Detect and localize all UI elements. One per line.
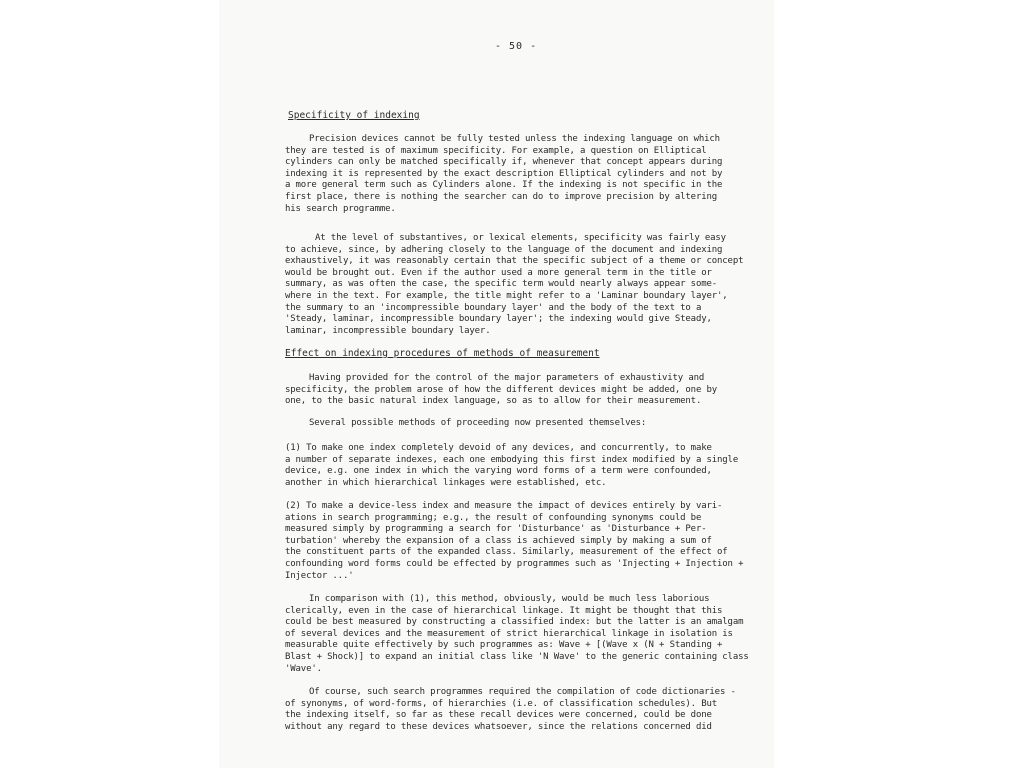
- text-line: ations in search programming; e.g., the result of confounding synonyms could be: [285, 512, 702, 523]
- text-line: first place, there is nothing the searcher can do to improve precision by altering: [285, 191, 718, 202]
- text-line: Of course, such search programmes required the compilation of code dictionaries -: [309, 687, 736, 697]
- text-line: measured simply by programming a search for 'Disturbance' as 'Disturbance + Per-: [285, 524, 707, 535]
- text-line: At the level of substantives, or lexical elements, specificity was fairly easy: [315, 233, 726, 243]
- paragraph-7: [285, 594, 749, 675]
- text-line: to achieve, since, by adhering closely to the language of the document and indexing: [285, 244, 723, 255]
- section-heading-effect: Effect on indexing procedures of methods of measurement: [285, 348, 600, 359]
- text-line: of several devices and the measurement of strict hierarchical linkage in isolation is: [285, 628, 733, 639]
- text-line: Blast + Shock)] to expand an initial class like 'N Wave' to the generic containing class: [285, 651, 749, 662]
- text-line: a number of separate indexes, each one embodying this first index modified by a single: [285, 454, 739, 465]
- text-line: 'Wave'.: [285, 663, 322, 674]
- text-line: Injector ...': [285, 570, 354, 581]
- text-line: a more general term such as Cylinders alone. If the indexing is not specific in the: [285, 180, 723, 191]
- text-line: of synonyms, of word-forms, of hierarchies (i.e. of classification schedules). But: [285, 698, 718, 709]
- text-line: summary, as was often the case, the specific term would nearly always appear some-: [285, 279, 718, 290]
- page-number: - 50 -: [495, 41, 538, 52]
- text-line: the summary to an 'incompressible boundary layer' and the body of the text to a: [285, 302, 702, 313]
- text-line: Having provided for the control of the major parameters of exhaustivity and: [309, 373, 705, 383]
- text-line: cylinders can only be matched specifically if, whenever that concept appears during: [285, 157, 723, 168]
- text-line: his search programme.: [285, 203, 396, 214]
- text-line: (1) To make one index completely devoid of any devices, and concurrently, to make: [285, 443, 712, 453]
- paragraph-4: [285, 418, 737, 430]
- section-heading-specificity: Specificity of indexing: [288, 110, 420, 121]
- text-line: clerically, even in the case of hierarchical linkage. It might be thought that this: [285, 605, 723, 616]
- text-line: measurable quite effectively by such programmes as: Wave + [(Wave x (N + Standing +: [285, 640, 723, 651]
- text-line: another in which hierarchical linkages were established, etc.: [285, 477, 607, 488]
- text-line: the constituent parts of the expanded class. Similarly, measurement of the effect of: [285, 547, 728, 558]
- text-line: 'Steady, laminar, incompressible boundary layer'; the indexing would give Steady,: [285, 314, 712, 325]
- paragraph-3: [285, 373, 737, 408]
- text-line: turbation' whereby the expansion of a class is achieved simply by making a sum of: [285, 535, 712, 546]
- text-line: indexing it is represented by the exact description Elliptical cylinders and not by: [285, 168, 723, 179]
- text-line: Precision devices cannot be fully tested unless the indexing language on which: [309, 134, 720, 144]
- text-line: one, to the basic natural index language, so as to allow for their measurement.: [285, 396, 702, 407]
- text-line: specificity, the problem arose of how the different devices might be added, one by: [285, 384, 718, 395]
- text-line: could be best measured by constructing a classified index: but the latter is an amalgam: [285, 617, 744, 628]
- text-line: In comparison with (1), this method, obviously, would be much less laborious: [309, 594, 710, 604]
- paragraph-1: [285, 134, 737, 215]
- paragraph-6: [285, 501, 744, 582]
- text-line: device, e.g. one index in which the varying word forms of a term were confounded,: [285, 466, 712, 477]
- text-line: the indexing itself, so far as these recall devices were concerned, could be done: [285, 710, 712, 721]
- text-line: exhaustively, it was reasonably certain that the specific subject of a theme or concept: [285, 256, 744, 267]
- paragraph-8: [285, 687, 737, 733]
- text-line: where in the text. For example, the title might refer to a 'Laminar boundary layer',: [285, 290, 728, 301]
- text-line: laminar, incompressible boundary layer.: [285, 325, 491, 336]
- text-line: they are tested is of maximum specificity. For example, a question on Elliptical: [285, 145, 707, 156]
- text-line: confounding word forms could be effected by programmes such as 'Injecting + Injection +: [285, 558, 744, 569]
- paragraph-5: [285, 443, 737, 489]
- text-line: without any regard to these devices whatsoever, since the relations concerned did: [285, 721, 712, 732]
- paragraph-2: [285, 233, 744, 337]
- text-line: Several possible methods of proceeding now presented themselves:: [309, 418, 647, 428]
- text-line: (2) To make a device-less index and measure the impact of devices entirely by vari-: [285, 501, 723, 511]
- text-line: would be brought out. Even if the author used a more general term in the title or: [285, 267, 712, 278]
